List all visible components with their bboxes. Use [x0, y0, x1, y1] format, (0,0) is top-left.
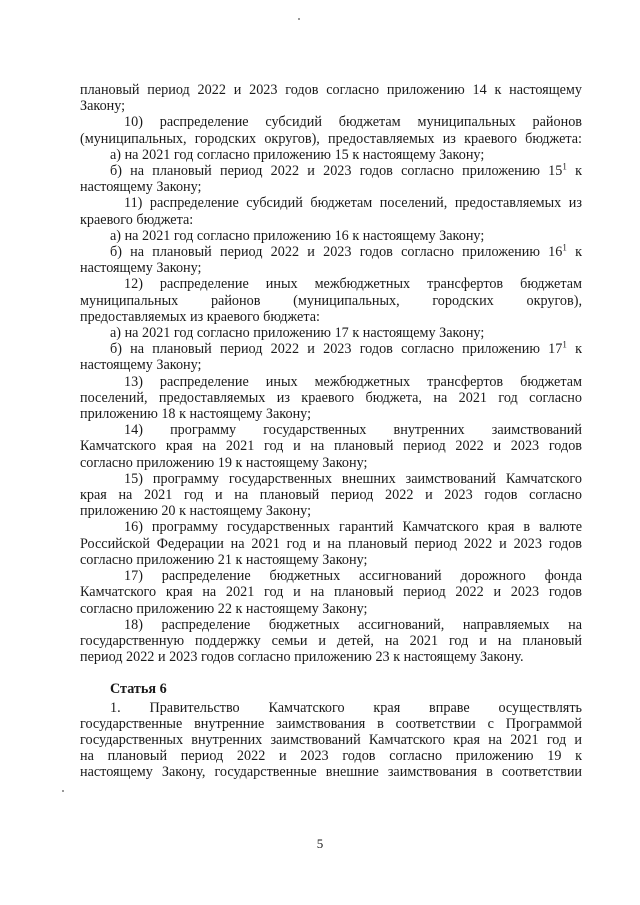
text-line: поселений, предоставляемых из краевого бюджета, на 2021 год согласно	[80, 389, 582, 406]
text-line: плановый период 2022 и 2023 годов согласно приложению 14 к настоящему	[80, 82, 582, 98]
text-line: Камчатского края на 2021 год и на плановый период 2022 и 2023 годов	[80, 438, 582, 455]
article-heading: Статья 6	[110, 681, 167, 698]
text-line: государственных внутренних заимствований Камчатского края на 2021 год и	[80, 731, 582, 748]
text-line: а) на 2021 год согласно приложению 17 к настоящему Закону;	[110, 325, 485, 342]
text-line: края на 2021 год и на плановый период 2022 и 2023 годов согласно	[80, 487, 582, 504]
text-line: б) на плановый период 2022 и 2023 годов согласно приложению $15^1$ к	[110, 161, 582, 180]
text-line: государственную поддержку семьи и детей, на 2021 год и на плановый	[80, 632, 582, 649]
text-line: предоставляемых из краевого бюджета:	[80, 308, 320, 325]
text-line: приложению 20 к настоящему Закону;	[80, 503, 312, 520]
text-line: 17) распределение бюджетных ассигнований дорожного фонда	[124, 568, 582, 585]
text-line: согласно приложению 22 к настоящему Закону;	[80, 600, 368, 617]
page-number: 5	[316, 836, 324, 851]
text-line: на плановый период 2022 и 2023 годов согласно приложению 19 к	[80, 748, 582, 765]
text-line: государственные внутренние заимствования в соответствии с Программой	[80, 715, 582, 732]
text-line: (муниципальных, городских округов), предоставляемых из краевого бюджета:	[80, 130, 582, 147]
text-line: б) на плановый период 2022 и 2023 годов согласно приложению $16^1$ к	[110, 242, 582, 261]
text-line: а) на 2021 год согласно приложению 15 к настоящему Закону;	[110, 146, 485, 163]
text-line: период 2022 и 2023 годов согласно приложению 23 к настоящему Закону.	[80, 649, 524, 666]
text-line: краевого бюджета:	[80, 211, 194, 228]
text-line: 16) программу государственных гарантий Камчатского края в валюте	[124, 519, 582, 536]
text-line: Закону;	[80, 98, 126, 115]
text-line: 15) программу государственных внешних заимствований Камчатского	[124, 470, 582, 487]
text-line: согласно приложению 21 к настоящему Закону;	[80, 551, 368, 568]
text-line: 18) распределение бюджетных ассигнований, направляемых на	[124, 616, 582, 633]
text-line: Камчатского края на 2021 год и на плановый период 2022 и 2023 годов	[80, 584, 582, 601]
text-line: приложению 18 к настоящему Закону;	[80, 406, 312, 423]
scan-speck	[298, 18, 300, 20]
scan-speck	[62, 790, 64, 792]
text-line: 12) распределение иных межбюджетных трансфертов бюджетам	[124, 276, 582, 293]
text-line: а) на 2021 год согласно приложению 16 к настоящему Закону;	[110, 227, 485, 244]
text-line: настоящему Закону;	[80, 179, 202, 196]
text-line: 14) программу государственных внутренних заимствований	[124, 422, 582, 439]
text-line: Российской Федерации на 2021 год и на плановый период 2022 и 2023 годов	[80, 535, 582, 552]
text-line: 1. Правительство Камчатского края вправе осуществлять	[110, 699, 582, 716]
text-line: 10) распределение субсидий бюджетам муниципальных районов	[124, 114, 582, 131]
text-line: настоящему Закону;	[80, 357, 202, 374]
text-line: согласно приложению 19 к настоящему Закону;	[80, 454, 368, 471]
text-line: настоящему Закону;	[80, 260, 202, 277]
text-line: 13) распределение иных межбюджетных трансфертов бюджетам	[124, 373, 582, 390]
text-line: 11) распределение субсидий бюджетам поселений, предоставляемых из	[124, 195, 582, 212]
text-line: б) на плановый период 2022 и 2023 годов согласно приложению $17^1$ к	[110, 339, 582, 358]
text-line: настоящему Закону, государственные внешние заимствования в соответствии	[80, 764, 582, 781]
text-line: муниципальных районов (муниципальных, городских округов),	[80, 292, 582, 309]
